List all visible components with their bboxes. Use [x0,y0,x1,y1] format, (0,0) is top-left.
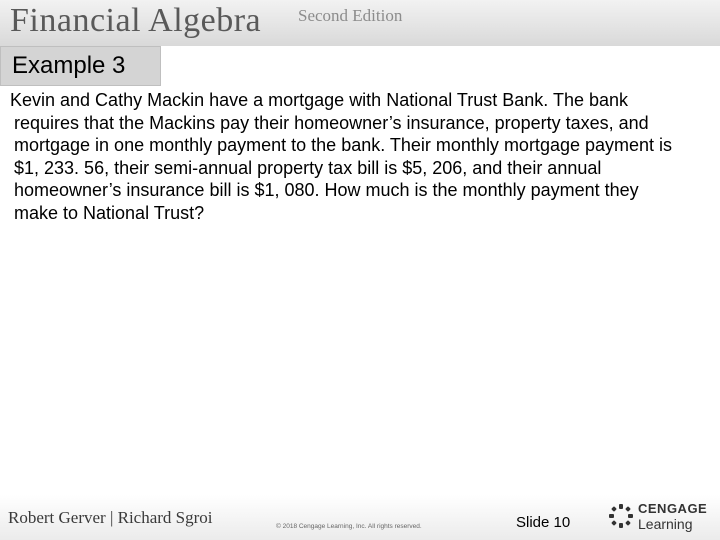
example-heading: Example 3 [12,52,126,79]
slide-number: Slide 10 [516,514,571,531]
cengage-logo-icon [608,503,634,529]
book-title: Financial Algebra [10,2,262,39]
publisher-name: CENGAGE [638,501,708,516]
slide-header [0,0,720,46]
problem-text: Kevin and Cathy Mackin have a mortgage with National Trust Bank. The bank requires that the Mackins pay their homeowner’s insurance, property taxes, and mortgage in one monthly payment to the bank. Their monthly mortgage payment is $1, 233. 56, their semi-annual property tax bill is $5, 206, and their annual homeowner’s insurance bill is $1, 080. How much is the monthly payment they make to National Trust? [10,90,673,223]
problem-text-block [10,89,678,224]
slide-footer [0,495,720,540]
copyright-notice: © 2018 Cengage Learning, Inc. All rights reserved. [276,523,422,530]
book-edition: Second Edition [298,6,403,25]
example-heading-box [0,46,161,86]
authors: Robert Gerver | Richard Sgroi [8,508,213,527]
publisher-subname: Learning [638,516,693,532]
